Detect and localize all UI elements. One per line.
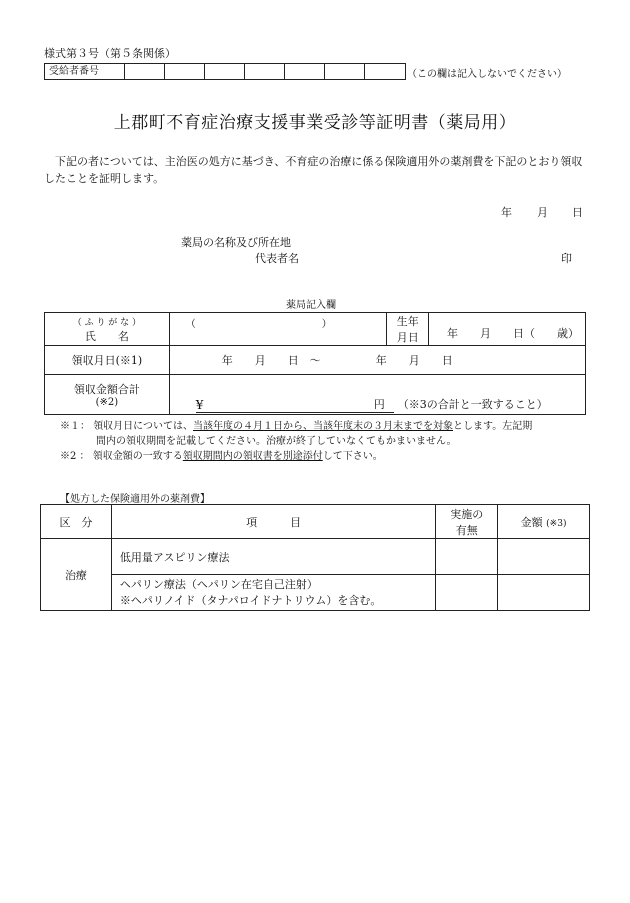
- date-month: 月: [537, 206, 548, 219]
- furigana-label: （ ふ り が な ）: [72, 317, 142, 328]
- document-title: 上郡町不育症治療支援事業受診等証明書（薬局用）: [113, 113, 517, 133]
- pharmacy-name-address-label: 薬局の名称及び所在地: [181, 236, 291, 249]
- header-amount: [498, 505, 590, 539]
- note-2-prefix: ※2 ：: [60, 451, 90, 462]
- birth-label-2: 月日: [396, 331, 419, 344]
- representative-label: 代表者名: [255, 252, 299, 265]
- pharmacy-entry-table: [44, 312, 586, 415]
- note-1-text-c: とします。左記期: [453, 421, 533, 432]
- total-amount-input-cell[interactable]: [169, 375, 585, 415]
- note-2-text-b: 領収期間内の領収書を別途添付: [182, 451, 323, 462]
- item-low-dose-aspirin-label: 低用量アスピリン療法: [119, 550, 230, 564]
- yen-mark: ¥: [195, 398, 204, 412]
- receipt-date-label: 領収月日(※1): [45, 346, 170, 375]
- amount-cell-heparin[interactable]: [498, 575, 590, 611]
- furigana-paren-open: （: [185, 319, 196, 330]
- header-item: 項 目: [111, 505, 435, 539]
- header-done-line-2: 有無: [455, 523, 478, 537]
- done-cell-aspirin[interactable]: [436, 539, 498, 575]
- total-amount-header-cell: [45, 375, 170, 415]
- note-1-prefix: ※１：: [60, 421, 90, 432]
- header-done: [436, 505, 498, 539]
- date-day: 日: [572, 206, 583, 219]
- header-done-line-1: 実施の: [450, 507, 484, 521]
- recipient-number-label: 受給者番号: [45, 64, 125, 79]
- birth-date-header-cell: [387, 313, 429, 346]
- header-amount-label: 金額: [520, 515, 543, 529]
- amount-cell-aspirin[interactable]: [498, 539, 590, 575]
- birth-label-1: 生年: [396, 315, 419, 328]
- drug-section-title: 【処方した保険適用外の薬剤費】: [60, 494, 210, 505]
- item-heparin-label: ヘパリン療法（ヘパリン在宅自己注射）: [119, 577, 318, 591]
- item-low-dose-aspirin: [111, 539, 435, 575]
- total-amount-underline: [196, 411, 394, 413]
- note-2-text-c: して下さい。: [322, 451, 383, 462]
- header-amount-note: (※3): [546, 518, 567, 529]
- item-heparin: [111, 575, 435, 611]
- done-cell-heparin[interactable]: [436, 575, 498, 611]
- total-amount-label: 領収金額合計: [73, 383, 140, 396]
- recipient-note: （この欄は記入しないでください）: [407, 69, 567, 80]
- name-header-cell: [45, 313, 170, 346]
- recipient-number-cell[interactable]: [165, 64, 205, 79]
- furigana-paren-close: ）: [321, 319, 332, 330]
- birth-date-value[interactable]: 年 月 日（ 歳）: [429, 313, 586, 346]
- date-year: 年: [501, 206, 512, 219]
- note-1-text-a: 領収月日については、: [93, 421, 193, 432]
- recipient-number-cell[interactable]: [245, 64, 285, 79]
- note-1-text-b: 当該年度の４月１日から、当該年度末の３月末までを対象: [193, 421, 453, 432]
- recipient-number-cell[interactable]: [285, 64, 325, 79]
- recipient-number-cell[interactable]: [205, 64, 245, 79]
- note-1: [60, 419, 590, 434]
- seal-mark: 印: [561, 252, 572, 265]
- receipt-date-value[interactable]: 年 月 日 ～ 年 月 日: [169, 346, 585, 375]
- yen-unit: 円: [373, 398, 385, 411]
- pharmacy-section-title: 薬局記入欄: [286, 300, 336, 311]
- item-heparin-note: ※ヘパリノイド（タナパロイドナトリウム）を含む。: [119, 593, 382, 607]
- note-2: [60, 449, 590, 464]
- total-match-note: （※3の合計と一致すること）: [397, 398, 548, 411]
- category-treatment: 治療: [41, 539, 112, 611]
- recipient-number-cell[interactable]: [125, 64, 165, 79]
- recipient-number-cell[interactable]: [325, 64, 365, 79]
- drug-cost-table: [40, 504, 590, 611]
- statement-text: 下記の者については、主治医の処方に基づき、不育症の治療に係る保険適用外の薬剤費を下記のとおり領収したことを証明します。: [44, 155, 583, 185]
- recipient-number-box: [44, 63, 406, 80]
- name-label: 氏 名: [84, 329, 129, 343]
- note-2-text-a: 領収金額の一致する: [92, 451, 183, 462]
- recipient-number-cell[interactable]: [365, 64, 405, 79]
- total-amount-note-ref: (※2): [95, 397, 119, 408]
- form-number: 様式第３号（第５条関係）: [44, 47, 176, 60]
- header-category: 区 分: [41, 505, 112, 539]
- note-1-continued: 間内の領収期間を記載してください。治療が終了していなくてもかまいません。: [96, 436, 457, 447]
- name-input-cell[interactable]: [169, 313, 387, 346]
